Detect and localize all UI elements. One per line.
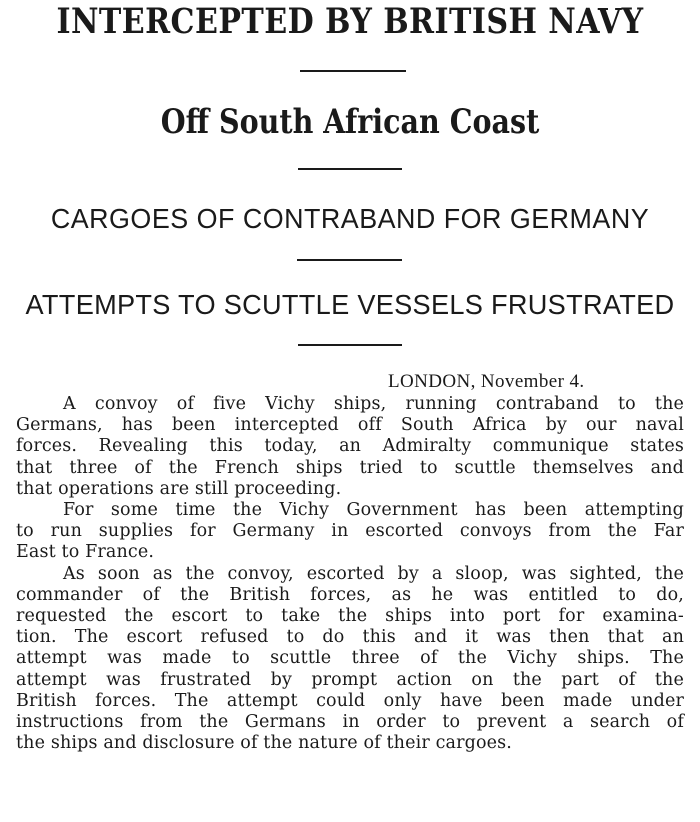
headline-divider [300,70,406,72]
paragraph [16,500,684,564]
text-line: to run supplies for Germany in escorted convoys from the Far [16,521,684,542]
main-headline: INTERCEPTED BY BRITISH NAVY [56,1,644,42]
article-body [16,394,684,754]
headline-divider [298,344,402,346]
deck-headline: ATTEMPTS TO SCUTTLE VESSELS FRUSTRATED [25,289,675,320]
text-line: commander of the British forces, as he was entitled to do, [16,584,684,605]
headline-divider [297,259,402,261]
text-line: For some time the Vichy Government has been attempting [63,500,684,521]
paragraph [16,564,684,755]
text-line: Germans, has been intercepted off South Africa by our naval [16,415,684,436]
text-line: that operations are still proceeding. [16,478,342,499]
headline-divider [298,168,402,170]
text-line: As soon as the convoy, escorted by a sloop, was sighted, the [63,563,684,584]
text-line: attempt was frustrated by prompt action on the part of the [16,669,684,690]
text-line: A convoy of five Vichy ships, running contraband to the [63,394,684,414]
text-line: forces. Revealing this today, an Admiralty communique states [16,436,684,457]
dateline: LONDON, November 4. [388,371,585,392]
text-line: instructions from the Germans in order to prevent a search of [16,712,684,733]
text-line: East to France. [16,542,155,563]
deck-headline: CARGOES OF CONTRABAND FOR GERMANY [50,203,650,234]
text-line: attempt was made to scuttle three of the Vichy ships. The [16,648,684,669]
text-line: that three of the French ships tried to scuttle themselves and [16,457,684,478]
text-line: requested the escort to take the ships into port for examina- [16,606,684,627]
paragraph [16,394,684,500]
text-line: the ships and disclosure of the nature of their cargoes. [16,733,513,754]
text-line: tion. The escort refused to do this and it was then that an [16,627,684,648]
sub-headline: Off South African Coast [160,102,540,142]
text-line: British forces. The attempt could only have been made under [16,690,684,711]
